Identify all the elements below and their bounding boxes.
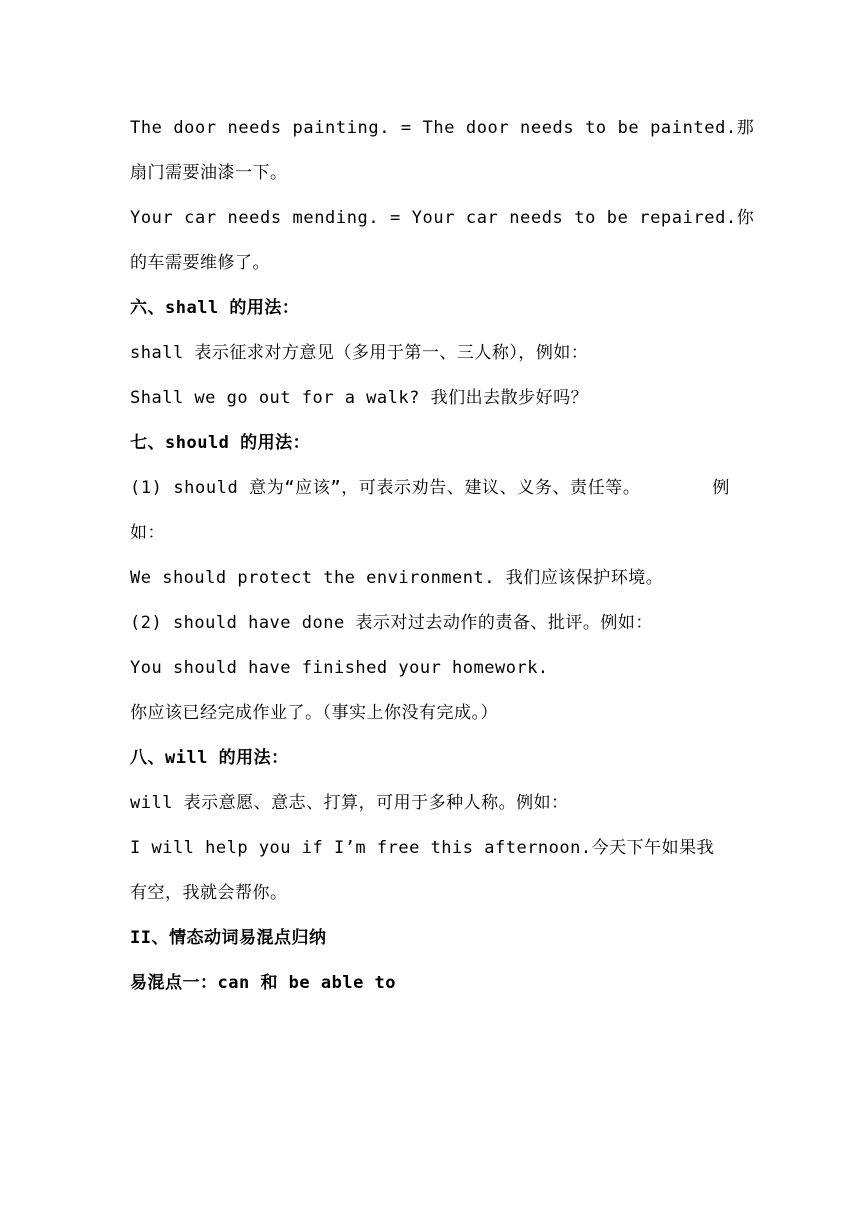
shall-usage-description: shall 表示征求对方意见（多用于第一、三人称），例如： <box>130 343 589 363</box>
should-usage-1-text: (1) should 意为“应该”，可表示劝告、建议、义务、责任等。 <box>130 478 641 498</box>
should-example-environment: We should protect the environment. 我们应该保护环境。 <box>130 568 664 588</box>
section-heading-will: 八、will 的用法： <box>130 748 289 768</box>
should-usage-1-continued: 如： <box>130 523 165 543</box>
section-heading-shall: 六、shall 的用法： <box>130 298 300 318</box>
example-car-mending-translation: 的车需要维修了。 <box>130 253 270 273</box>
will-example-continued: 有空，我就会帮你。 <box>130 883 288 903</box>
should-have-done-example: You should have finished your homework. <box>130 658 549 678</box>
should-usage-2: (2) should have done 表示对过去动作的责备、批评。例如： <box>130 613 653 633</box>
should-have-done-translation: 你应该已经完成作业了。（事实上你没有完成。） <box>130 703 498 723</box>
example-car-mending-english: Your car needs mending. = Your car needs to be repaired. <box>130 208 737 228</box>
example-door-painting-chinese-start: 那 <box>736 118 755 138</box>
example-door-painting <box>130 116 755 140</box>
will-usage-description: will 表示意愿、意志、打算，可用于多种人称。例如： <box>130 793 569 813</box>
section-heading-confusing-points: II、情态动词易混点归纳 <box>130 928 327 948</box>
example-car-mending <box>130 206 755 230</box>
should-usage-1 <box>130 476 730 500</box>
example-car-mending-chinese-start: 你 <box>736 208 755 228</box>
will-example: I will help you if I’m free this afternoon.今天下午如果我 <box>130 838 715 858</box>
confusing-point-one-heading: 易混点一：can 和 be able to <box>130 973 397 993</box>
example-door-painting-english: The door needs painting. = The door needs to be painted. <box>130 118 737 138</box>
shall-example: Shall we go out for a walk? 我们出去散步好吗？ <box>130 388 589 408</box>
example-door-painting-translation: 扇门需要油漆一下。 <box>130 163 288 183</box>
section-heading-should: 七、should 的用法： <box>130 433 311 453</box>
should-usage-1-tail: 例 <box>712 478 730 498</box>
